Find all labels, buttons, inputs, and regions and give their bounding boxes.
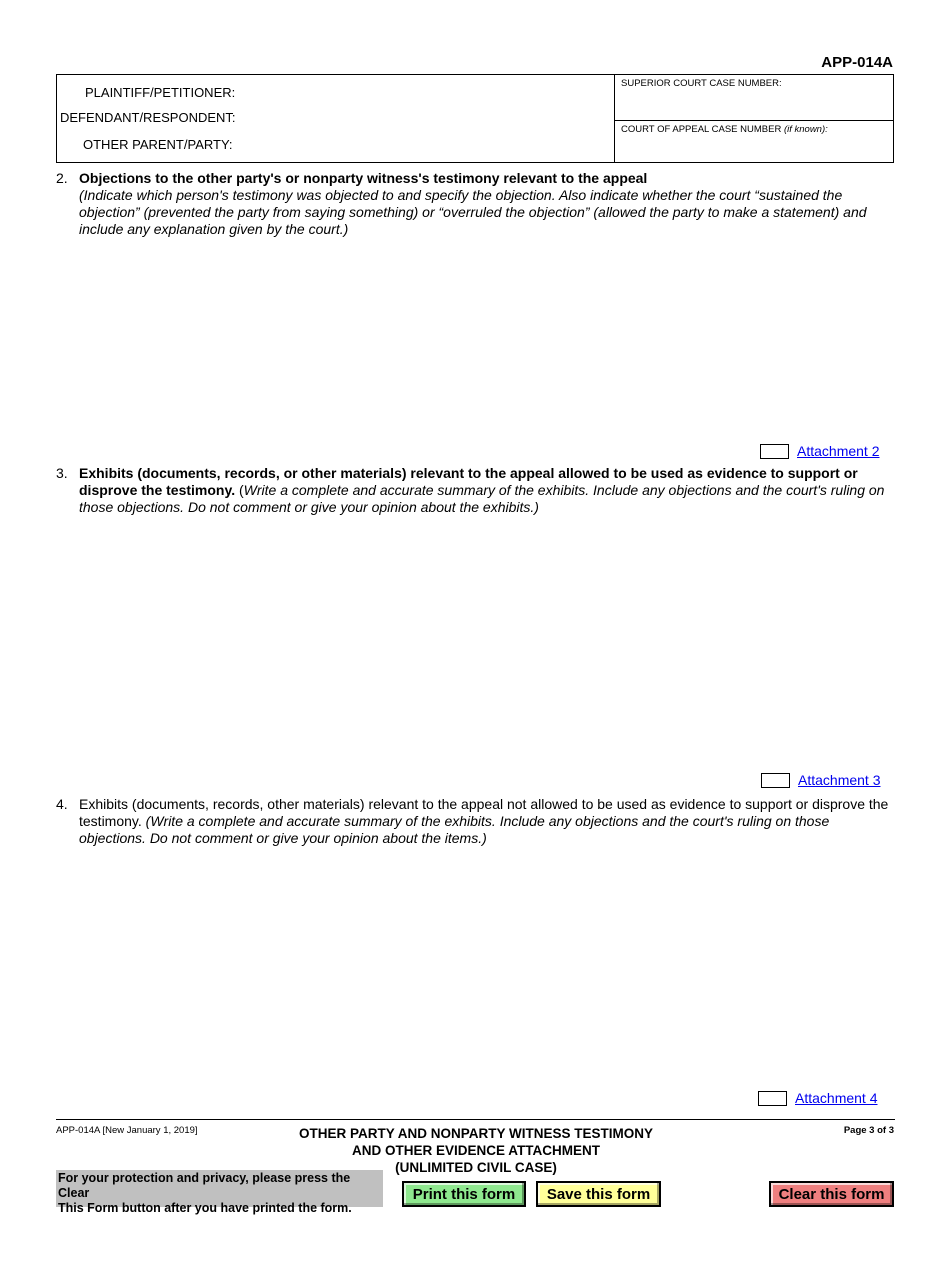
other-party-field[interactable] [237, 133, 611, 155]
attachment-4-checkbox[interactable] [758, 1091, 787, 1106]
form-id: APP-014A [821, 54, 893, 71]
case-numbers-section [615, 75, 893, 162]
item-2 [56, 170, 896, 240]
form-revision: APP-014A [New January 1, 2019] [56, 1125, 198, 1136]
item-instructions: (Indicate which person's testimony was objected to and specify the objection. Also indicate whether the court “sustained the objection” (prevented the party from saying something) or “overruled the objection” (allowed the party to make a statement) and include any explanation given by the court.) [79, 187, 867, 237]
plaintiff-field[interactable] [237, 81, 611, 103]
form-title-line-2: AND OTHER EVIDENCE ATTACHMENT [352, 1143, 600, 1158]
superior-case-box [615, 75, 893, 121]
print-form-button[interactable]: Print this form [402, 1181, 526, 1207]
footer-divider [56, 1119, 895, 1120]
other-party-label: OTHER PARENT/PARTY: [83, 137, 233, 152]
attachment-4 [758, 1090, 878, 1106]
attachment-4-link[interactable]: Attachment 4 [795, 1090, 878, 1106]
attachment-2-checkbox[interactable] [760, 444, 789, 459]
privacy-line-2: This Form button after you have printed the form. [58, 1201, 352, 1215]
appeal-case-number-field[interactable] [621, 139, 885, 161]
item-text [79, 170, 896, 238]
item-title: Exhibits (documents, records, other materials) relevant to the appeal not allowed to be used as evidence to support or disprove the testimony. [79, 796, 889, 829]
item-number: 3. [56, 465, 68, 481]
attachment-2 [760, 443, 880, 459]
attachment-2-link[interactable]: Attachment 2 [797, 443, 880, 459]
appeal-case-label: COURT OF APPEAL CASE NUMBER (if known): [621, 124, 828, 135]
item-2-answer-field[interactable] [78, 242, 894, 442]
privacy-notice [56, 1170, 383, 1215]
party-names-section [57, 75, 615, 162]
form-title [280, 1125, 672, 1176]
page-number: Page 3 of 3 [843, 1125, 894, 1136]
attachment-3-checkbox[interactable] [761, 773, 790, 788]
item-number: 4. [56, 796, 68, 812]
appeal-case-hint: (if known): [783, 124, 828, 135]
item-3 [56, 465, 896, 517]
item-text [79, 796, 896, 847]
item-3-answer-field[interactable] [78, 520, 894, 769]
save-form-button[interactable]: Save this form [536, 1181, 661, 1207]
attachment-3 [761, 772, 881, 788]
defendant-label: DEFENDANT/RESPONDENT: [60, 110, 236, 125]
item-title: Exhibits (documents, records, or other materials) relevant to the appeal allowed to be used as evidence to support or disprove the testimony. [79, 465, 858, 498]
plaintiff-label: PLAINTIFF/PETITIONER: [85, 85, 236, 100]
form-title-line-1: OTHER PARTY AND NONPARTY WITNESS TESTIMONY [298, 1126, 654, 1141]
superior-case-number-field[interactable] [621, 95, 885, 117]
superior-case-label: SUPERIOR COURT CASE NUMBER: [621, 78, 782, 89]
case-caption [56, 74, 894, 163]
item-text: Exhibits (documents, records, or other materials) relevant to the appeal allowed to be used as evidence to support or disprove the testimony. (Write a complete and accurate summary of the exhibits. Include any objections and the court's ruling on those objections. Do not comment or give your opinion about the exhibits.) [79, 465, 885, 515]
item-instructions: Write a complete and accurate summary of the exhibits. Include any objections and the court's ruling on those objections. Do not comment or give your opinion about the exhibits.) [79, 482, 885, 515]
defendant-field[interactable] [237, 106, 611, 128]
item-number: 2. [56, 170, 68, 186]
item-instructions: (Write a complete and accurate summary of the exhibits. Include any objections and the court's ruling on those objections. Do not comment or give your opinion about the items.) [79, 813, 830, 846]
clear-form-button[interactable]: Clear this form [769, 1181, 894, 1207]
privacy-line-1: For your protection and privacy, please press the Clear [58, 1171, 351, 1200]
item-4 [56, 796, 896, 848]
form-title-line-3: (UNLIMITED CIVIL CASE) [395, 1160, 557, 1175]
item-4-answer-field[interactable] [78, 852, 894, 1088]
attachment-3-link[interactable]: Attachment 3 [798, 772, 881, 788]
item-title: Objections to the other party's or nonparty witness's testimony relevant to the appeal [79, 170, 648, 186]
